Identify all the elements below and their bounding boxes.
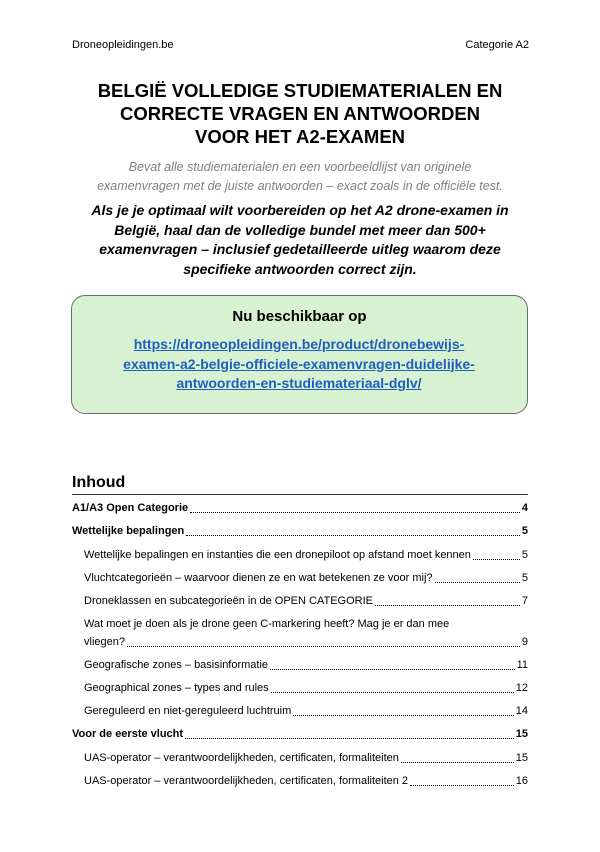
promo-line: examenvragen – inclusief gedetailleerde uitleg waarom deze (99, 241, 501, 257)
toc-leader (127, 646, 520, 647)
product-link[interactable] (86, 335, 512, 394)
toc-entry-uas-operator-2[interactable] (72, 774, 528, 789)
toc-entry-c-markering[interactable] (72, 617, 528, 650)
toc-entry-page[interactable]: 14 (515, 705, 528, 717)
toc-entry-geographical-zones[interactable] (72, 681, 528, 696)
toc-entry-text[interactable]: Wettelijke bepalingen (72, 525, 185, 537)
header-site-name: Droneopleidingen.be (72, 39, 174, 51)
header-category: Categorie A2 (465, 39, 529, 51)
title-line: BELGIË VOLLEDIGE STUDIEMATERIALEN EN (97, 80, 503, 101)
toc-entry-page[interactable]: 15 (515, 752, 528, 764)
page-title (40, 79, 560, 148)
toc-entry-page[interactable]: 7 (521, 595, 528, 607)
toc-entry-vluchtcategorieen[interactable] (72, 571, 528, 586)
toc-leader (293, 715, 513, 716)
toc-entry-page[interactable]: 5 (521, 549, 528, 561)
toc-entry-text[interactable]: Voor de eerste vlucht (72, 728, 184, 740)
availability-box (71, 295, 528, 414)
toc-entry-page[interactable]: 11 (516, 659, 528, 671)
toc-entry-text[interactable]: Geografische zones – basisinformatie (84, 659, 269, 671)
toc-entry-geografische-zones[interactable] (72, 658, 528, 673)
toc-entry-page[interactable]: 5 (521, 572, 528, 584)
toc-divider (72, 494, 528, 495)
toc-entry-text[interactable]: UAS-operator – verantwoordelijkheden, certificaten, formaliteiten 2 (84, 775, 409, 787)
toc-entry-a1a3-open-categorie[interactable] (72, 501, 528, 516)
toc-leader (190, 512, 520, 513)
title-line: VOOR HET A2-EXAMEN (194, 126, 406, 147)
toc-entry-page[interactable]: 4 (521, 502, 528, 514)
title-line: CORRECTE VRAGEN EN ANTWOORDEN (119, 103, 481, 124)
toc-entry-text[interactable]: Wat moet je doen als je drone geen C-markering heeft? Mag je er dan mee (84, 618, 450, 630)
toc-entry-text-continued[interactable]: vliegen? (84, 636, 125, 648)
toc-entry-luchtruim[interactable] (72, 704, 528, 719)
toc-leader (186, 535, 520, 536)
toc-entry-wettelijke-instanties[interactable] (72, 548, 528, 563)
promo-line: specifieke antwoorden correct zijn. (183, 260, 417, 277)
toc-title: Inhoud (72, 474, 126, 491)
toc-entry-voor-de-eerste-vlucht[interactable] (72, 727, 528, 742)
toc-entry-text[interactable]: UAS-operator – verantwoordelijkheden, certificaten, formaliteiten (84, 752, 399, 764)
toc-entry-page[interactable]: 15 (515, 728, 528, 740)
toc-leader (410, 785, 514, 786)
promo-line: Als je je optimaal wilt voorbereiden op het A2 drone-examen in (91, 202, 509, 218)
promo-line: België, haal dan de volledige bundel met meer dan 500+ (114, 221, 486, 238)
toc-leader (473, 559, 520, 560)
toc-entry-text[interactable]: Droneklassen en subcategorieën in de OPEN CATEGORIE (84, 595, 373, 607)
product-link-line[interactable]: examen-a2-belgie-officiele-examenvragen-duidelijke- (123, 355, 475, 372)
toc-entry-text[interactable]: Vluchtcategorieën – waarvoor dienen ze en wat betekenen ze voor mij? (84, 572, 433, 584)
toc-entry-page[interactable]: 5 (521, 525, 528, 537)
toc-leader (401, 762, 514, 763)
toc-entry-page[interactable]: 9 (521, 636, 528, 648)
toc-leader (270, 669, 515, 670)
table-of-contents (72, 497, 528, 789)
toc-leader (185, 738, 514, 739)
toc-leader (271, 692, 514, 693)
product-link-line[interactable]: https://droneopleidingen.be/product/dronebewijs- (133, 336, 465, 352)
toc-entry-text[interactable]: Geographical zones – types and rules (84, 682, 269, 694)
toc-entry-text[interactable]: Gereguleerd en niet-gereguleerd luchtruim (84, 705, 292, 717)
toc-entry-page[interactable]: 12 (515, 682, 528, 694)
toc-leader (375, 605, 520, 606)
subtitle-line: examenvragen met de juiste antwoorden – exact zoals in de officiële test. (97, 179, 503, 193)
availability-heading: Nu beschikbaar op (232, 308, 367, 325)
toc-entry-uas-operator[interactable] (72, 751, 528, 766)
promo-text (50, 201, 550, 279)
subtitle (60, 158, 540, 196)
toc-entry-page[interactable]: 16 (515, 775, 528, 787)
toc-entry-text[interactable]: A1/A3 Open Categorie (72, 502, 189, 514)
toc-entry-droneklassen[interactable] (72, 594, 528, 609)
toc-entry-wettelijke-bepalingen[interactable] (72, 524, 528, 539)
product-link-line[interactable]: antwoorden-en-studiemateriaal-dglv/ (176, 375, 422, 391)
toc-entry-text[interactable]: Wettelijke bepalingen en instanties die een dronepiloot op afstand moet kennen (84, 549, 471, 561)
subtitle-line: Bevat alle studiematerialen en een voorbeeldlijst van originele (128, 160, 472, 174)
toc-leader (435, 582, 520, 583)
